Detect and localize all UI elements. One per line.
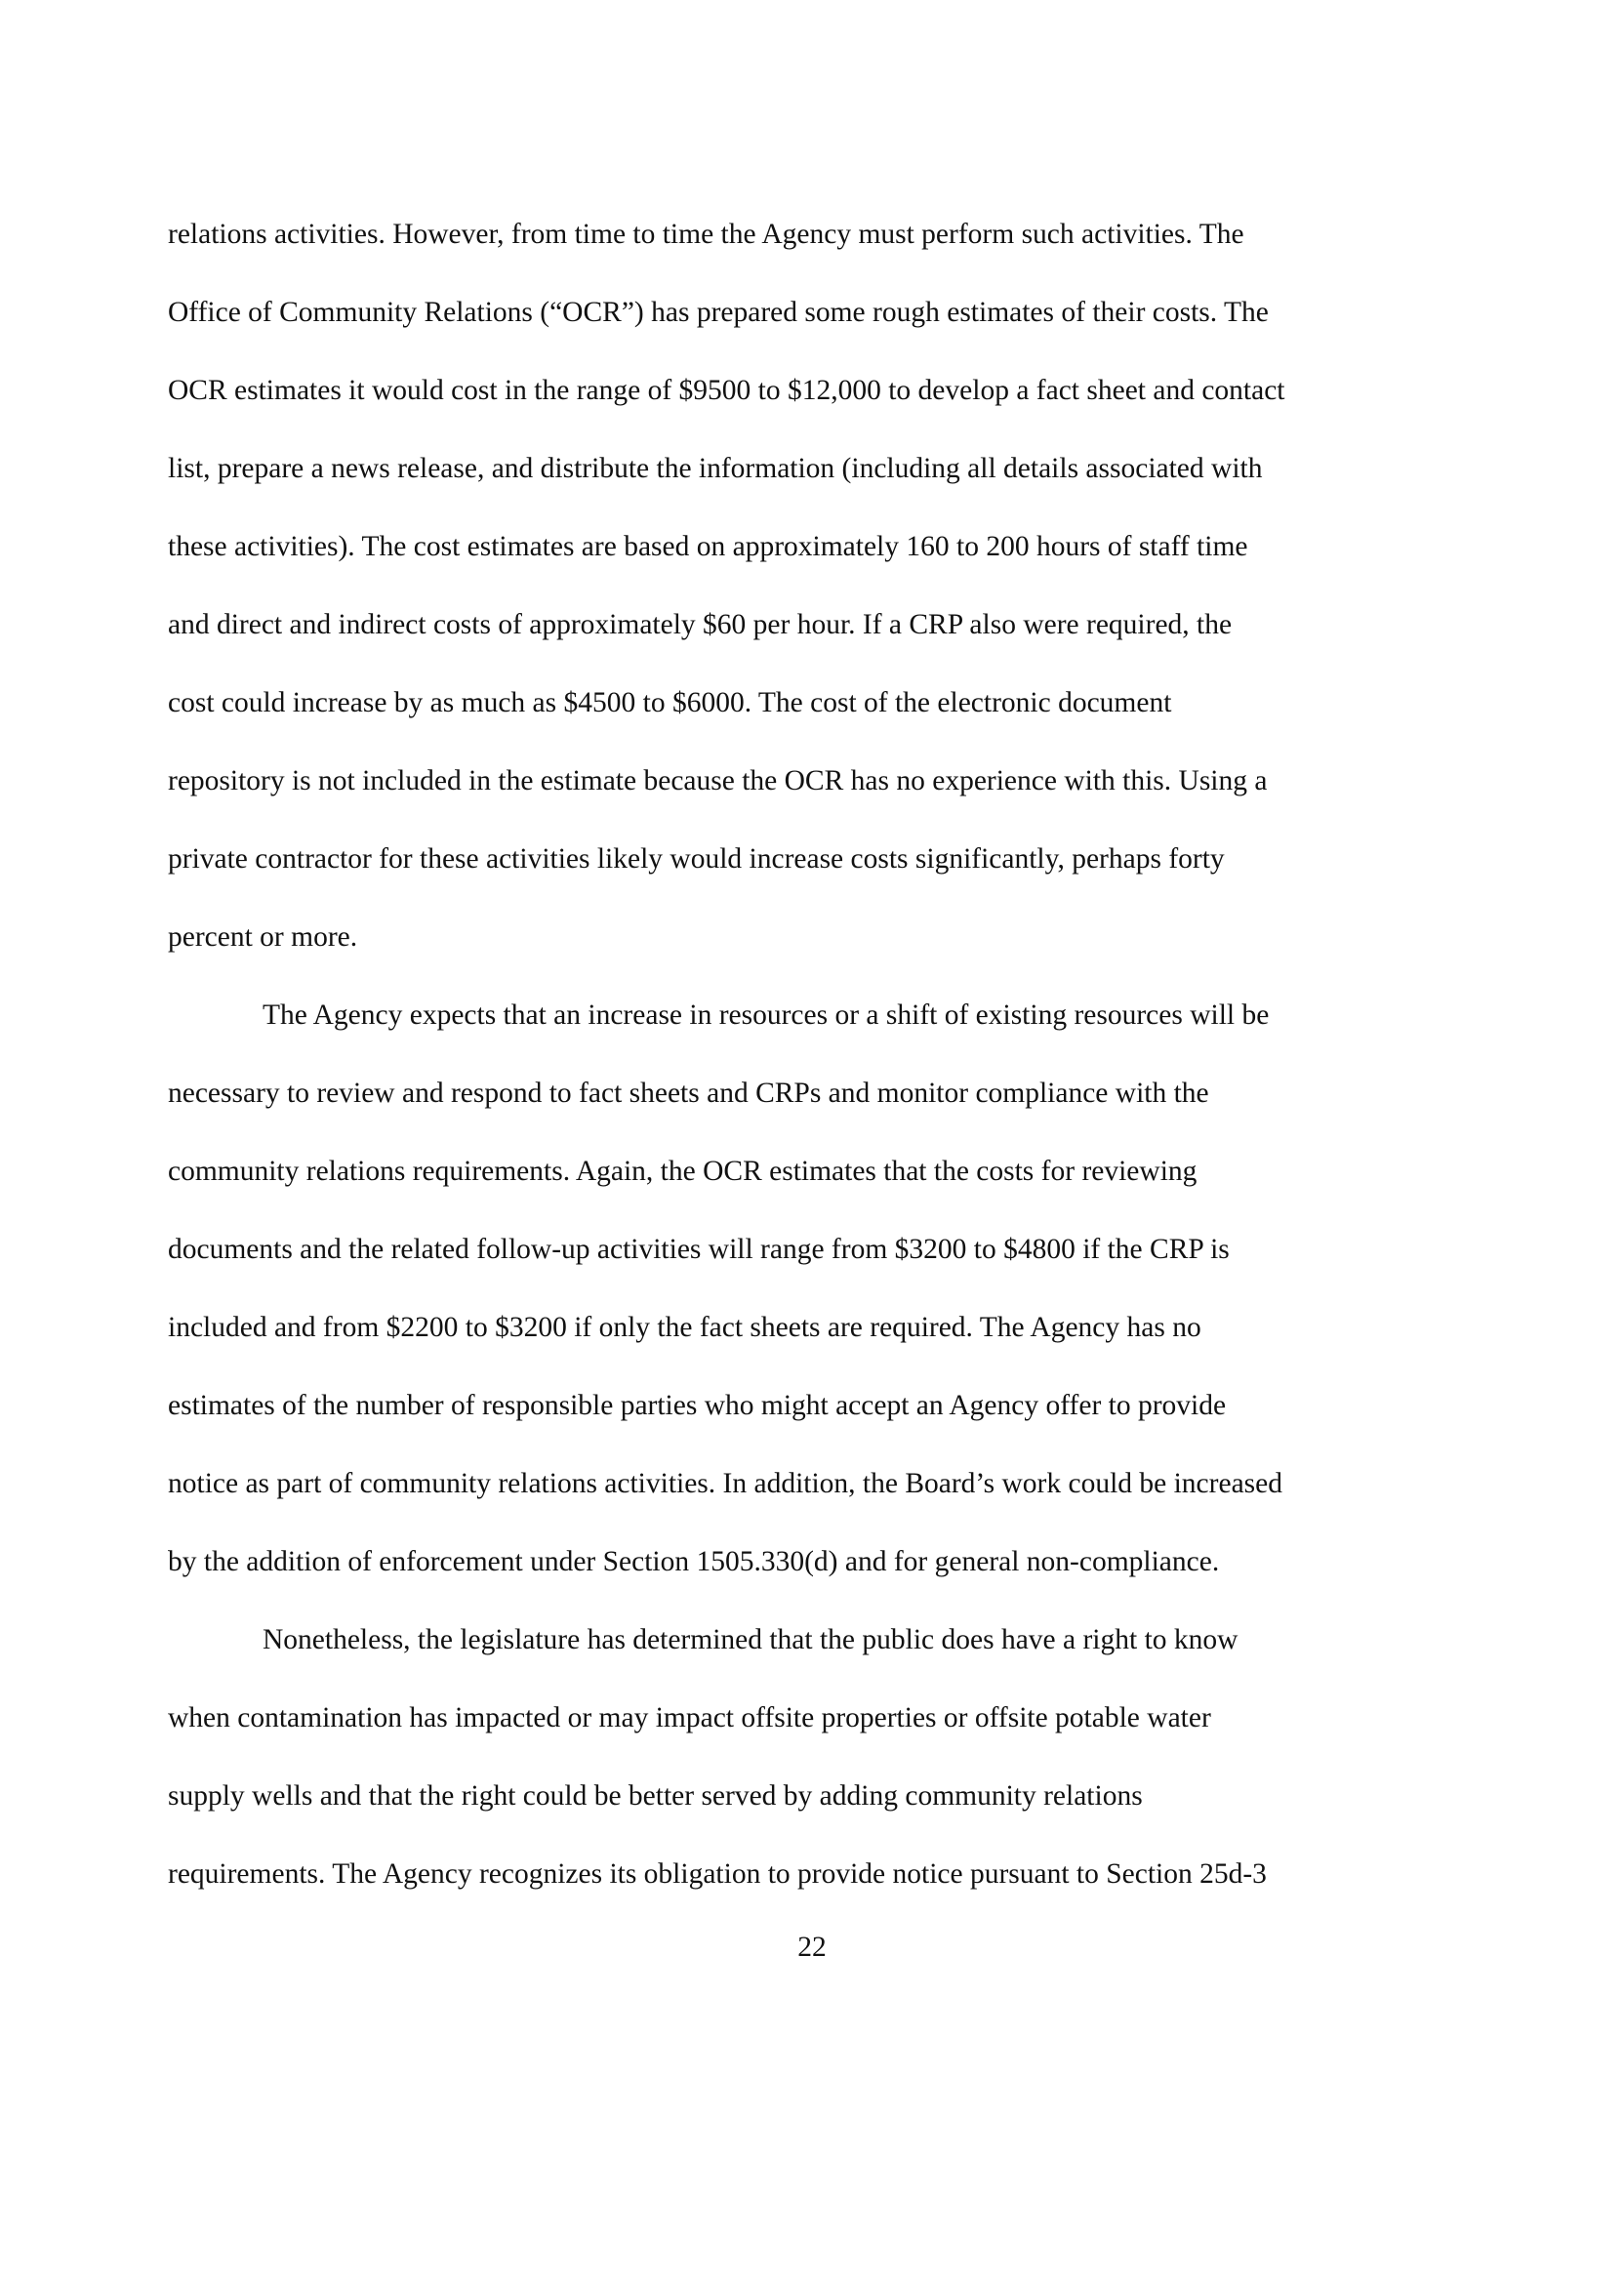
text-line: necessary to review and respond to fact sheets and CRPs and monitor compliance with the xyxy=(168,1078,1209,1109)
text-line: Office of Community Relations (“OCR”) has prepared some rough estimates of their costs. The xyxy=(168,297,1269,328)
text-line: relations activities. However, from time to time the Agency must perform such activities. The xyxy=(168,219,1244,250)
text-line: by the addition of enforcement under Section 1505.330(d) and for general non-compliance. xyxy=(168,1546,1220,1577)
text-line: documents and the related follow-up activities will range from $3200 to $4800 if the CRP is xyxy=(168,1234,1230,1265)
text-line: repository is not included in the estimate because the OCR has no experience with this. Using a xyxy=(168,765,1268,796)
text-line: list, prepare a news release, and distribute the information (including all details associated with xyxy=(168,453,1263,484)
text-line: cost could increase by as much as $4500 to $6000. The cost of the electronic document xyxy=(168,687,1172,718)
page-number: 22 xyxy=(797,1932,827,1963)
text-line: private contractor for these activities likely would increase costs significantly, perhaps forty xyxy=(168,843,1225,875)
text-line: supply wells and that the right could be better served by adding community relations xyxy=(168,1780,1143,1812)
text-line: estimates of the number of responsible parties who might accept an Agency offer to provide xyxy=(168,1390,1227,1421)
text-line: notice as part of community relations activities. In addition, the Board’s work could be increased xyxy=(168,1468,1282,1499)
text-line: when contamination has impacted or may impact offsite properties or offsite potable water xyxy=(168,1702,1211,1733)
text-line: and direct and indirect costs of approximately $60 per hour. If a CRP also were required, the xyxy=(168,609,1233,640)
text-line: community relations requirements. Again, the OCR estimates that the costs for reviewing xyxy=(168,1156,1198,1187)
text-line: The Agency expects that an increase in resources or a shift of existing resources will be xyxy=(263,999,1270,1031)
text-line: included and from $2200 to $3200 if only the fact sheets are required. The Agency has no xyxy=(168,1312,1201,1343)
text-line: OCR estimates it would cost in the range of $9500 to $12,000 to develop a fact sheet and contact xyxy=(168,375,1285,406)
text-line: percent or more. xyxy=(168,921,358,953)
text-line: Nonetheless, the legislature has determined that the public does have a right to know xyxy=(263,1624,1238,1655)
text-line: requirements. The Agency recognizes its obligation to provide notice pursuant to Section 25d-3 xyxy=(168,1858,1267,1890)
body-text xyxy=(168,195,1456,1913)
text-line: these activities). The cost estimates are based on approximately 160 to 200 hours of staff time xyxy=(168,531,1248,562)
